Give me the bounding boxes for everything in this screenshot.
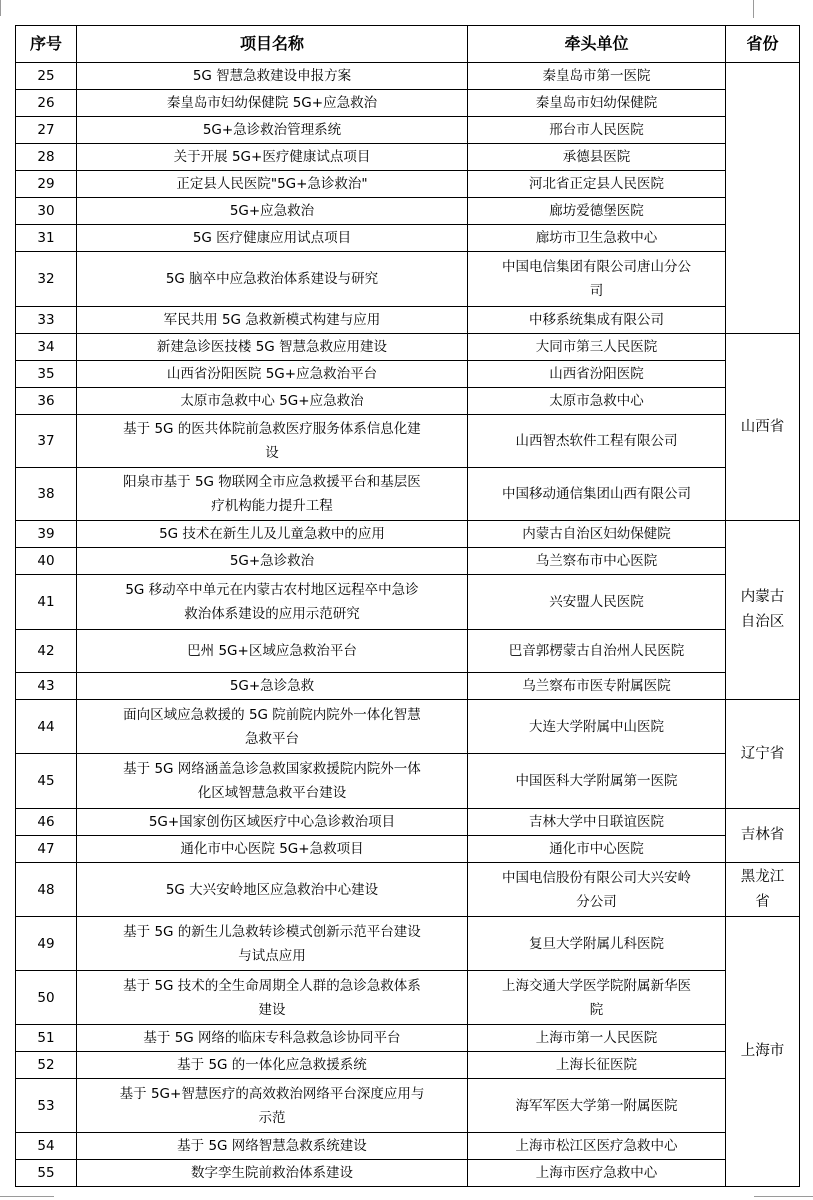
lead-unit: 大同市第三人民医院 (468, 334, 726, 361)
row-index: 41 (16, 575, 77, 630)
project-name: 5G+急诊救治 (77, 548, 468, 575)
lead-unit: 邢台市人民医院 (468, 117, 726, 144)
lead-unit: 吉林大学中日联谊医院 (468, 809, 726, 836)
table-row (16, 334, 800, 361)
lead-unit: 海军军医大学第一附属医院 (468, 1079, 726, 1133)
lead-unit: 乌兰察布市中心医院 (468, 548, 726, 575)
row-index: 33 (16, 307, 77, 334)
project-name: 新建急诊医技楼 5G 智慧急救应用建设 (77, 334, 468, 361)
lead-unit: 太原市急救中心 (468, 388, 726, 415)
row-index: 38 (16, 468, 77, 521)
row-index: 28 (16, 144, 77, 171)
table-row (16, 1079, 800, 1133)
project-name: 通化市中心医院 5G+急救项目 (77, 836, 468, 863)
project-name: 基于 5G+智慧医疗的高效救治网络平台深度应用与 示范 (77, 1079, 468, 1133)
table-row (16, 117, 800, 144)
row-index: 27 (16, 117, 77, 144)
table-row (16, 171, 800, 198)
row-index: 52 (16, 1052, 77, 1079)
table-row (16, 388, 800, 415)
lead-unit: 山西智杰软件工程有限公司 (468, 415, 726, 468)
province-cell: 内蒙古 自治区 (726, 521, 800, 700)
table-row (16, 198, 800, 225)
lead-unit: 巴音郭楞蒙古自治州人民医院 (468, 630, 726, 673)
lead-unit: 复旦大学附属儿科医院 (468, 917, 726, 971)
lead-unit: 中移系统集成有限公司 (468, 307, 726, 334)
row-index: 47 (16, 836, 77, 863)
province-cell (726, 63, 800, 334)
lead-unit: 中国移动通信集团山西有限公司 (468, 468, 726, 521)
lead-unit: 乌兰察布市医专附属医院 (468, 673, 726, 700)
row-index: 31 (16, 225, 77, 252)
province-cell: 山西省 (726, 334, 800, 521)
table-row (16, 144, 800, 171)
lead-unit: 上海市医疗急救中心 (468, 1160, 726, 1187)
project-name: 基于 5G 网络智慧急救系统建设 (77, 1133, 468, 1160)
row-index: 46 (16, 809, 77, 836)
project-name: 5G 脑卒中应急救治体系建设与研究 (77, 252, 468, 307)
lead-unit: 河北省正定县人民医院 (468, 171, 726, 198)
lead-unit: 大连大学附属中山医院 (468, 700, 726, 754)
lead-unit: 上海市第一人民医院 (468, 1025, 726, 1052)
table-row (16, 836, 800, 863)
project-name: 军民共用 5G 急救新模式构建与应用 (77, 307, 468, 334)
table-header-row (16, 26, 800, 63)
lead-unit: 秦皇岛市第一医院 (468, 63, 726, 90)
row-index: 39 (16, 521, 77, 548)
lead-unit: 秦皇岛市妇幼保健院 (468, 90, 726, 117)
project-name: 基于 5G 的新生儿急救转诊模式创新示范平台建设 与试点应用 (77, 917, 468, 971)
table-row (16, 63, 800, 90)
lead-unit: 中国电信股份有限公司大兴安岭 分公司 (468, 863, 726, 917)
lead-unit: 通化市中心医院 (468, 836, 726, 863)
table-row (16, 548, 800, 575)
table-row (16, 1052, 800, 1079)
table-row (16, 1133, 800, 1160)
row-index: 30 (16, 198, 77, 225)
lead-unit: 承德县医院 (468, 144, 726, 171)
row-index: 40 (16, 548, 77, 575)
row-index: 54 (16, 1133, 77, 1160)
lead-unit: 廊坊市卫生急救中心 (468, 225, 726, 252)
header-province: 省份 (726, 26, 800, 63)
table-row (16, 575, 800, 630)
row-index: 34 (16, 334, 77, 361)
row-index: 49 (16, 917, 77, 971)
lead-unit: 兴安盟人民医院 (468, 575, 726, 630)
project-name: 基于 5G 的医共体院前急救医疗服务体系信息化建 设 (77, 415, 468, 468)
table-row (16, 361, 800, 388)
table-body (16, 63, 800, 1187)
table-row (16, 809, 800, 836)
row-index: 50 (16, 971, 77, 1025)
header-lead-unit: 牵头单位 (468, 26, 726, 63)
project-name: 5G+国家创伤区域医疗中心急诊救治项目 (77, 809, 468, 836)
table-row (16, 252, 800, 307)
lead-unit: 廊坊爱德堡医院 (468, 198, 726, 225)
project-name: 5G 智慧急救建设申报方案 (77, 63, 468, 90)
project-name: 面向区域应急救援的 5G 院前院内院外一体化智慧 急救平台 (77, 700, 468, 754)
table-row (16, 468, 800, 521)
table-row (16, 754, 800, 809)
project-name: 5G 医疗健康应用试点项目 (77, 225, 468, 252)
table-row (16, 700, 800, 754)
project-name: 关于开展 5G+医疗健康试点项目 (77, 144, 468, 171)
row-index: 32 (16, 252, 77, 307)
row-index: 44 (16, 700, 77, 754)
row-index: 45 (16, 754, 77, 809)
table-row (16, 90, 800, 117)
project-name: 5G 大兴安岭地区应急救治中心建设 (77, 863, 468, 917)
lead-unit: 内蒙古自治区妇幼保健院 (468, 521, 726, 548)
table-row (16, 1160, 800, 1187)
project-table (15, 25, 800, 1187)
project-name: 基于 5G 的一体化应急救援系统 (77, 1052, 468, 1079)
project-name: 5G 移动卒中单元在内蒙古农村地区远程卒中急诊 救治体系建设的应用示范研究 (77, 575, 468, 630)
lead-unit: 上海长征医院 (468, 1052, 726, 1079)
project-name: 5G+急诊急救 (77, 673, 468, 700)
row-index: 35 (16, 361, 77, 388)
row-index: 53 (16, 1079, 77, 1133)
province-cell: 辽宁省 (726, 700, 800, 809)
table-row (16, 630, 800, 673)
row-index: 26 (16, 90, 77, 117)
project-name: 基于 5G 技术的全生命周期全人群的急诊急救体系 建设 (77, 971, 468, 1025)
table-row (16, 971, 800, 1025)
table-row (16, 521, 800, 548)
table-row (16, 1025, 800, 1052)
page-corner-mark-bl (0, 1196, 54, 1197)
province-cell: 吉林省 (726, 809, 800, 863)
page-corner-mark-tr (753, 0, 754, 18)
row-index: 42 (16, 630, 77, 673)
page-corner-mark-tl-h (0, 0, 1, 16)
row-index: 29 (16, 171, 77, 198)
project-name: 5G+应急救治 (77, 198, 468, 225)
project-name: 太原市急救中心 5G+应急救治 (77, 388, 468, 415)
table-row (16, 673, 800, 700)
project-name: 基于 5G 网络的临床专科急救急诊协同平台 (77, 1025, 468, 1052)
lead-unit: 上海交通大学医学院附属新华医 院 (468, 971, 726, 1025)
row-index: 55 (16, 1160, 77, 1187)
project-name: 阳泉市基于 5G 物联网全市应急救援平台和基层医 疗机构能力提升工程 (77, 468, 468, 521)
lead-unit: 中国医科大学附属第一医院 (468, 754, 726, 809)
project-name: 数字孪生院前救治体系建设 (77, 1160, 468, 1187)
project-name: 巴州 5G+区域应急救治平台 (77, 630, 468, 673)
table-row (16, 415, 800, 468)
page-corner-mark-br (754, 1196, 813, 1197)
row-index: 37 (16, 415, 77, 468)
project-name: 基于 5G 网络涵盖急诊急救国家救援院内院外一体 化区域智慧急救平台建设 (77, 754, 468, 809)
project-name: 正定县人民医院"5G+急诊救治" (77, 171, 468, 198)
lead-unit: 山西省汾阳医院 (468, 361, 726, 388)
project-name: 秦皇岛市妇幼保健院 5G+应急救治 (77, 90, 468, 117)
table-row (16, 863, 800, 917)
lead-unit: 中国电信集团有限公司唐山分公 司 (468, 252, 726, 307)
row-index: 36 (16, 388, 77, 415)
row-index: 51 (16, 1025, 77, 1052)
header-index: 序号 (16, 26, 77, 63)
table-row (16, 917, 800, 971)
project-name: 5G+急诊救治管理系统 (77, 117, 468, 144)
row-index: 48 (16, 863, 77, 917)
row-index: 43 (16, 673, 77, 700)
table-row (16, 307, 800, 334)
row-index: 25 (16, 63, 77, 90)
project-name: 5G 技术在新生儿及儿童急救中的应用 (77, 521, 468, 548)
table-row (16, 225, 800, 252)
province-cell: 黑龙江 省 (726, 863, 800, 917)
province-cell: 上海市 (726, 917, 800, 1187)
header-project-name: 项目名称 (77, 26, 468, 63)
lead-unit: 上海市松江区医疗急救中心 (468, 1133, 726, 1160)
project-name: 山西省汾阳医院 5G+应急救治平台 (77, 361, 468, 388)
